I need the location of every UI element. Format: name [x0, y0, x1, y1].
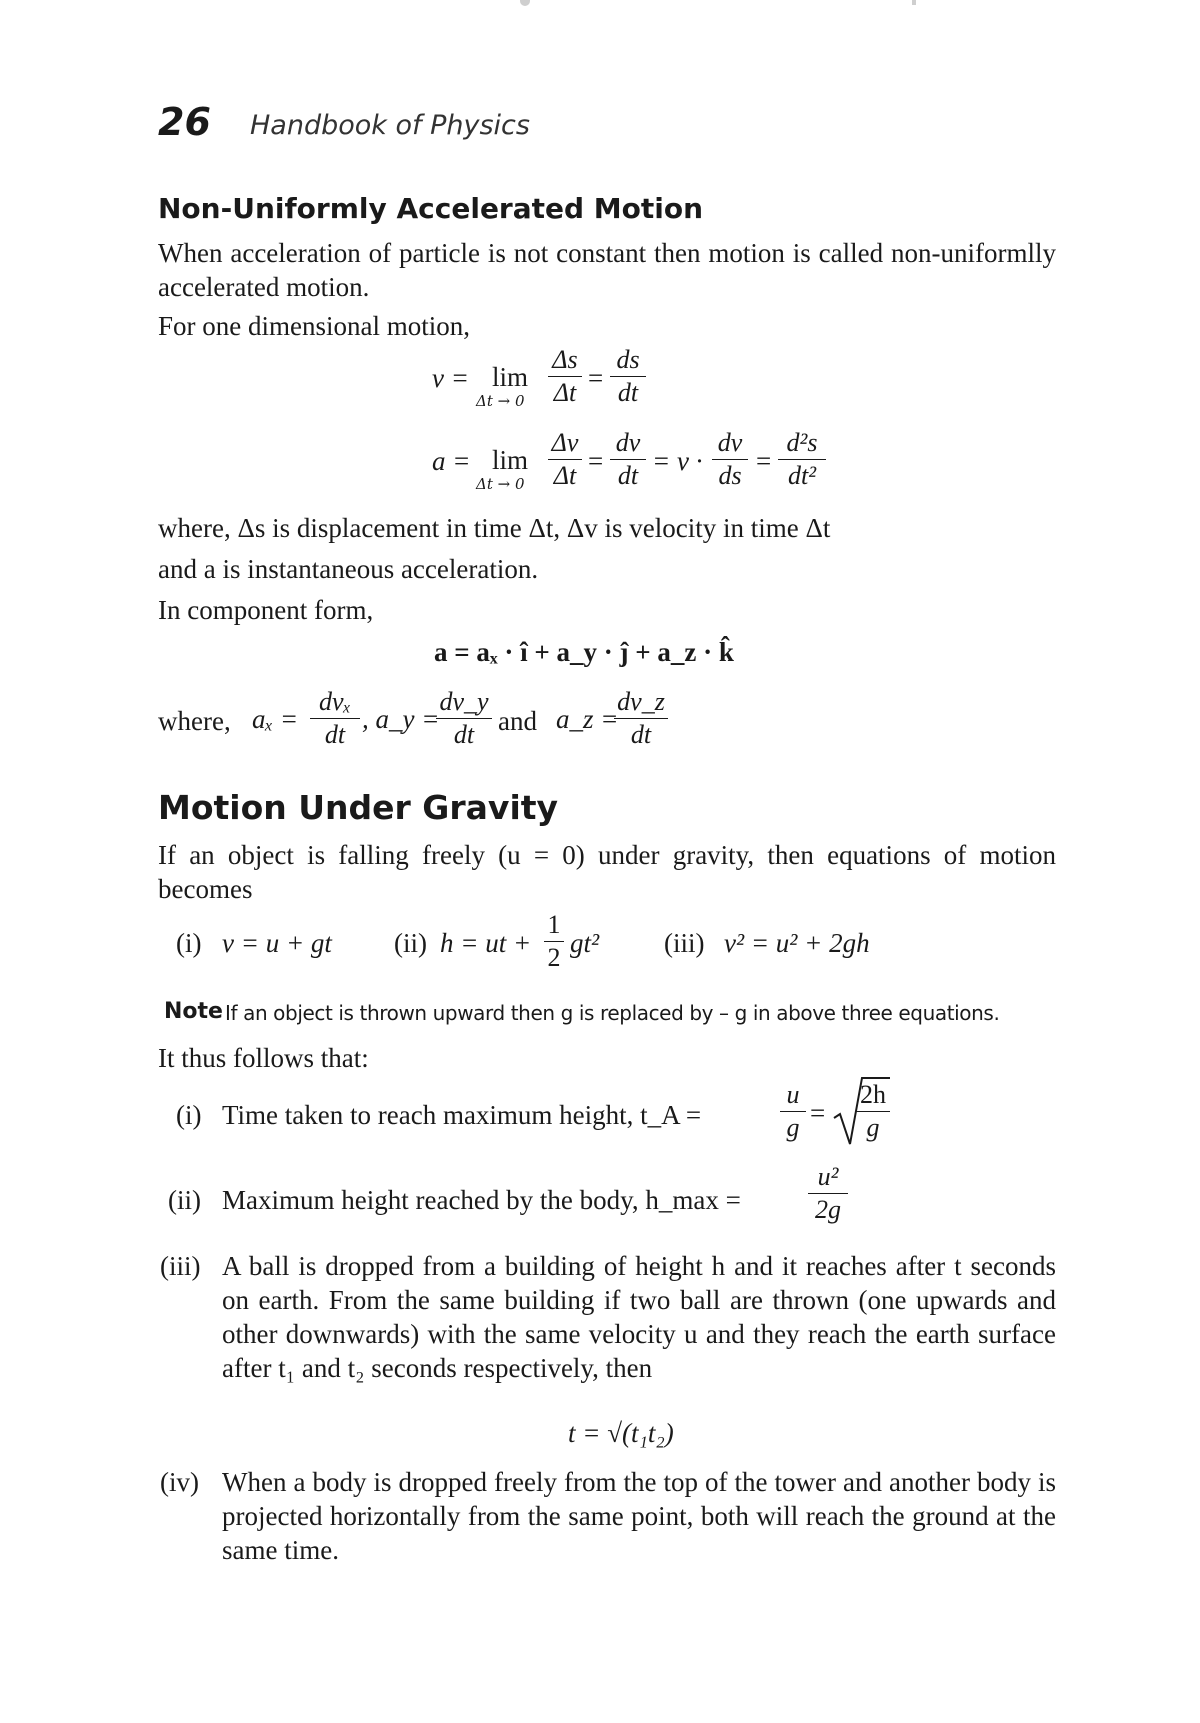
equation: v = u + gt	[222, 928, 332, 958]
note-text: If an object is thrown upward then g is replaced by – g in above three equations.	[225, 1001, 1000, 1025]
numerator: d²s	[786, 428, 818, 457]
component-equation: a = aₓ · î + a_y · ĵ + a_z · k̂	[434, 637, 734, 667]
equation-label: (i)	[176, 928, 202, 958]
paragraph: It thus follows that:	[158, 1043, 369, 1073]
scan-artifact	[520, 0, 530, 6]
scan-artifact	[912, 0, 916, 5]
section-heading: Non-Uniformly Accelerated Motion	[158, 192, 704, 225]
list-text: When a body is dropped freely from the top of the tower and another body is projected horizontally from the same point, both will reach the ground at the same time.	[222, 1467, 1056, 1565]
limit-subscript: Δt → 0	[476, 475, 525, 493]
numerator: Δv	[551, 428, 579, 457]
paragraph: When acceleration of particle is not constant then motion is called non-uniformlly accelerated motion.	[158, 238, 1056, 302]
fraction	[548, 428, 582, 491]
equals-sign: =	[810, 1098, 826, 1128]
list-label: (iii)	[160, 1251, 201, 1281]
denominator: dt	[617, 461, 639, 490]
formula: t = √(t₁t₂)	[568, 1418, 674, 1448]
denominator: dt	[617, 378, 639, 407]
equals-sign: =	[756, 446, 772, 476]
denominator: Δt	[553, 378, 577, 407]
section-heading: Motion Under Gravity	[158, 788, 559, 827]
denominator: dt	[453, 720, 475, 749]
numerator: 1	[547, 910, 561, 939]
denominator: dt	[324, 720, 346, 749]
equation-middle: = v ·	[652, 446, 703, 476]
denominator: g	[786, 1113, 800, 1142]
numerator: u²	[817, 1162, 839, 1191]
list-label: (iv)	[160, 1467, 199, 1497]
denominator: ds	[718, 461, 742, 490]
denominator: 2	[547, 943, 561, 972]
list-label: (ii)	[168, 1185, 201, 1215]
equation-lhs: a =	[432, 446, 471, 476]
fraction	[614, 687, 668, 750]
fraction	[544, 910, 564, 973]
equation-lhs: v =	[432, 363, 469, 393]
equation: v² = u² + 2gh	[724, 928, 870, 958]
paragraph: If an object is falling freely (u = 0) under gravity, then equations of motion becomes	[158, 840, 1056, 904]
limit-operator: lim	[492, 362, 529, 392]
equation-label: (ii)	[394, 928, 427, 958]
denominator: dt	[630, 720, 652, 749]
book-title: Handbook of Physics	[250, 110, 530, 141]
equation: gt²	[570, 928, 600, 958]
note-label: Note	[164, 999, 223, 1024]
ax-lhs: aₓ =	[252, 704, 299, 734]
limit-operator: lim	[492, 445, 529, 475]
numerator: Δs	[552, 345, 578, 374]
fraction	[780, 1080, 806, 1143]
list-text: Maximum height reached by the body, h_max =	[222, 1185, 741, 1215]
numerator: dvₓ	[319, 687, 351, 716]
fraction	[548, 345, 582, 408]
fraction	[436, 687, 492, 750]
page-number: 26	[158, 100, 211, 144]
denominator: 2g	[815, 1195, 841, 1224]
equals-sign: =	[588, 363, 604, 393]
list-text: A ball is dropped from a building of height h and it reaches after t seconds on earth. From the same building if two ball are thrown (one upwards and other downwards) with the same velocity u and they reach the earth surface after t₁ and t₂ seconds respectively, then	[222, 1251, 1056, 1383]
numerator: dv	[717, 428, 743, 457]
paragraph: and a is instantaneous acceleration.	[158, 554, 539, 584]
limit-subscript: Δt → 0	[476, 392, 525, 410]
fraction	[856, 1080, 890, 1143]
where-label: where,	[158, 706, 231, 736]
numerator: u	[786, 1080, 800, 1109]
numerator: dv_y	[439, 687, 489, 716]
equation: h = ut +	[440, 928, 532, 958]
az-lhs: a_z =	[556, 704, 619, 734]
ay-lhs: , a_y =	[362, 704, 440, 734]
fraction	[310, 687, 360, 750]
list-label: (i)	[176, 1100, 202, 1130]
equation-label: (iii)	[664, 928, 705, 958]
paragraph: In component form,	[158, 595, 374, 625]
denominator: g	[866, 1113, 880, 1142]
and-label: and	[498, 706, 537, 736]
denominator: Δt	[553, 461, 577, 490]
numerator: dv	[615, 428, 641, 457]
numerator: ds	[616, 345, 640, 374]
equals-sign: =	[588, 446, 604, 476]
fraction	[778, 428, 826, 491]
fraction	[610, 428, 646, 491]
denominator: dt²	[787, 461, 817, 490]
paragraph: For one dimensional motion,	[158, 311, 470, 341]
list-text: Time taken to reach maximum height, t_A =	[222, 1100, 702, 1130]
numerator: dv_z	[617, 687, 665, 716]
fraction	[712, 428, 748, 491]
fraction	[808, 1162, 848, 1225]
paragraph: where, Δs is displacement in time Δt, Δv is velocity in time Δt	[158, 513, 831, 543]
numerator: 2h	[860, 1080, 886, 1109]
fraction	[610, 345, 646, 408]
